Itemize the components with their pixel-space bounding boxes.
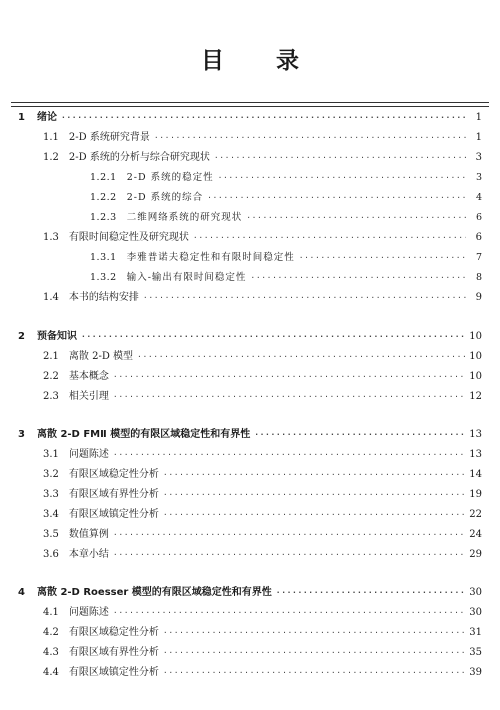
dot-leader [113, 548, 465, 562]
toc-entry-page: 8 [475, 272, 482, 283]
toc-entry-page: 39 [469, 667, 482, 678]
page-title: 目 录 [200, 48, 321, 74]
toc-entry-chapter[interactable] [18, 428, 482, 442]
toc-entry-page: 31 [469, 627, 482, 638]
toc-entry-subsection[interactable] [90, 271, 482, 285]
toc-entry-title: 问题陈述 [68, 607, 109, 618]
toc-entry-title: 绪论 [36, 112, 57, 123]
dot-leader [214, 151, 466, 165]
dot-leader [113, 606, 465, 620]
toc-entry-page: 6 [475, 212, 482, 223]
toc-entry-subsection[interactable] [90, 251, 482, 265]
toc-entry-chapter[interactable] [18, 586, 482, 600]
toc-entry-title: 本章小结 [68, 549, 109, 560]
dot-leader [218, 171, 466, 185]
toc-entry-number: 1.1 [43, 132, 59, 143]
toc-entry-title: 有限区域有界性分析 [68, 647, 159, 658]
toc-entry-title: 数值算例 [68, 529, 109, 540]
dot-leader [81, 330, 465, 344]
dot-leader [163, 508, 465, 522]
toc-entry-number: 3.4 [43, 509, 59, 520]
toc-entry-number: 3 [18, 429, 25, 440]
toc-entry-section[interactable] [43, 350, 482, 364]
toc-entry-section[interactable] [43, 666, 482, 680]
toc-entry-page: 24 [469, 529, 482, 540]
toc-entry-page: 6 [475, 232, 482, 243]
toc-entry-number: 3.6 [43, 549, 59, 560]
toc-entry-number: 4 [18, 587, 25, 598]
toc-entry-number: 3.1 [43, 449, 59, 460]
toc-entry-title: 李雅普诺夫稳定性和有限时间稳定性 [126, 252, 295, 263]
dot-leader [250, 271, 466, 285]
toc-entry-title: 本书的结构安排 [68, 292, 139, 303]
toc-entry-title: 有限区域镇定性分析 [68, 667, 159, 678]
dot-leader [143, 291, 466, 305]
toc-entry-number: 3.3 [43, 489, 59, 500]
toc-entry-chapter[interactable] [18, 111, 482, 125]
toc-entry-section[interactable] [43, 151, 482, 165]
dot-leader [113, 390, 465, 404]
toc-entry-page: 13 [469, 429, 482, 440]
toc-entry-section[interactable] [43, 548, 482, 562]
toc-entry-number: 1.2.3 [90, 212, 117, 223]
toc-entry-number: 1.3.2 [90, 272, 117, 283]
toc-entry-page: 13 [469, 449, 482, 460]
dot-leader [207, 191, 466, 205]
toc-entry-page: 30 [469, 607, 482, 618]
toc-entry-number: 1 [18, 112, 25, 123]
toc-entry-number: 1.2.1 [90, 172, 117, 183]
toc-entry-page: 29 [469, 549, 482, 560]
toc-entry-chapter[interactable] [18, 330, 482, 344]
toc-entry-section[interactable] [43, 291, 482, 305]
toc-entry-section[interactable] [43, 646, 482, 660]
toc-entry-title: 有限区域镇定性分析 [68, 509, 159, 520]
toc-entry-page: 9 [475, 292, 482, 303]
toc-entry-number: 1.2 [43, 152, 59, 163]
dot-leader [163, 666, 465, 680]
toc-entry-section[interactable] [43, 131, 482, 145]
toc-entry-section[interactable] [43, 231, 482, 245]
toc-entry-title: 问题陈述 [68, 449, 109, 460]
dot-leader [154, 131, 466, 145]
toc-entry-page: 1 [475, 112, 482, 123]
toc-entry-title: 离散 2-D FMⅡ 模型的有限区域稳定性和有界性 [36, 429, 251, 440]
toc-entry-page: 3 [475, 152, 482, 163]
toc-entry-title: 输入-输出有限时间稳定性 [126, 272, 247, 283]
toc-entry-number: 1.3 [43, 232, 59, 243]
toc-entry-number: 4.3 [43, 647, 59, 658]
dot-leader [163, 646, 465, 660]
dot-leader [193, 231, 466, 245]
toc-entry-section[interactable] [43, 528, 482, 542]
toc-entry-page: 4 [475, 192, 482, 203]
dot-leader [61, 111, 466, 125]
toc-entry-number: 1.4 [43, 292, 59, 303]
toc-entry-title: 相关引理 [68, 391, 109, 402]
dot-leader [276, 586, 465, 600]
toc-entry-page: 10 [469, 351, 482, 362]
toc-entry-section[interactable] [43, 508, 482, 522]
toc-entry-subsection[interactable] [90, 191, 482, 205]
toc-entry-number: 1.3.1 [90, 252, 117, 263]
toc-entry-title: 2-D 系统的综合 [126, 192, 204, 203]
toc-entry-number: 2.3 [43, 391, 59, 402]
toc-entry-title: 离散 2-D Roesser 模型的有限区域稳定性和有界性 [36, 587, 272, 598]
toc-entry-number: 2.2 [43, 371, 59, 382]
toc-entry-subsection[interactable] [90, 211, 482, 225]
toc-entry-title: 有限区域稳定性分析 [68, 469, 159, 480]
toc-entry-page: 35 [469, 647, 482, 658]
dot-leader [163, 626, 465, 640]
toc-entry-section[interactable] [43, 626, 482, 640]
dot-leader [246, 211, 466, 225]
toc-entry-page: 22 [469, 509, 482, 520]
toc-entry-title: 有限区域稳定性分析 [68, 627, 159, 638]
toc-entry-title: 离散 2-D 模型 [68, 351, 134, 362]
toc-entry-section[interactable] [43, 606, 482, 620]
toc-entry-number: 4.1 [43, 607, 59, 618]
toc-entry-number: 3.5 [43, 529, 59, 540]
toc-entry-number: 2.1 [43, 351, 59, 362]
toc-entry-page: 30 [469, 587, 482, 598]
toc-entry-section[interactable] [43, 370, 482, 384]
toc-entry-page: 1 [475, 132, 482, 143]
toc-entry-section[interactable] [43, 448, 482, 462]
toc-entry-page: 12 [469, 391, 482, 402]
toc-entry-section[interactable] [43, 488, 482, 502]
toc-entry-number: 3.2 [43, 469, 59, 480]
toc-entry-page: 19 [469, 489, 482, 500]
toc-entry-page: 7 [475, 252, 482, 263]
toc-entry-subsection[interactable] [90, 171, 482, 185]
toc-entry-title: 有限区域有界性分析 [68, 489, 159, 500]
toc-entry-title: 2-D 系统的分析与综合研究现状 [68, 152, 210, 163]
dot-leader [137, 350, 465, 364]
toc-entry-number: 4.4 [43, 667, 59, 678]
toc-entry-section[interactable] [43, 390, 482, 404]
toc-entry-title: 预备知识 [36, 331, 77, 342]
toc-entry-number: 1.2.2 [90, 192, 117, 203]
dot-leader [254, 428, 465, 442]
toc-entry-title: 2-D 系统的稳定性 [126, 172, 214, 183]
toc-entry-page: 14 [469, 469, 482, 480]
dot-leader [163, 488, 465, 502]
dot-leader [163, 468, 465, 482]
dot-leader [113, 448, 465, 462]
dot-leader [299, 251, 466, 265]
dot-leader [113, 528, 465, 542]
toc-entry-title: 二维网络系统的研究现状 [126, 212, 243, 223]
toc-entry-page: 10 [469, 331, 482, 342]
toc-entry-title: 2-D 系统研究背景 [68, 132, 150, 143]
toc-entry-title: 基本概念 [68, 371, 109, 382]
dot-leader [113, 370, 465, 384]
toc-entry-number: 2 [18, 331, 25, 342]
toc-entry-title: 有限时间稳定性及研究现状 [68, 232, 189, 243]
toc-entry-section[interactable] [43, 468, 482, 482]
toc-entry-page: 3 [475, 172, 482, 183]
toc-entry-page: 10 [469, 371, 482, 382]
toc-entry-number: 4.2 [43, 627, 59, 638]
